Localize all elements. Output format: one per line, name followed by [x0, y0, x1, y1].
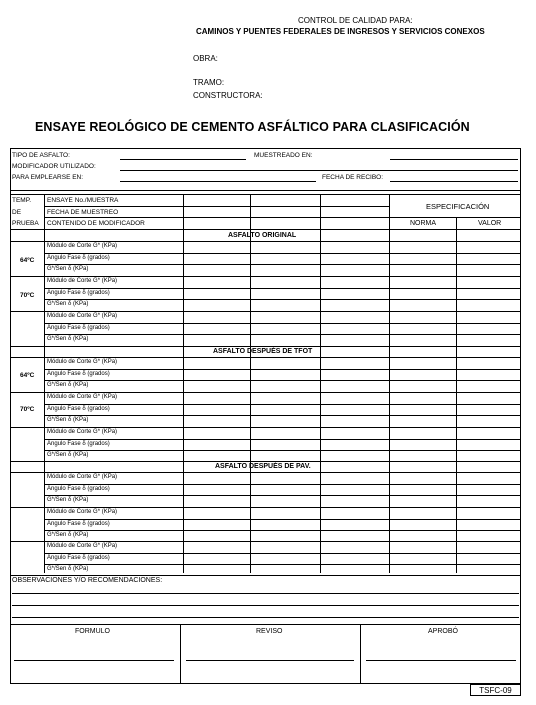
line [10, 427, 521, 428]
norma-header: NORMA [410, 220, 437, 227]
formulo-signature-line[interactable] [14, 660, 174, 661]
formulo-label: FORMULO [75, 628, 110, 635]
row-label: Módulo de Corte G* (KPa) [47, 543, 118, 549]
line [44, 404, 521, 405]
muestreado-en-label: MUESTREADO EN: [254, 152, 313, 159]
line [10, 461, 521, 462]
col-line-2 [250, 194, 251, 573]
aprobo-signature-line[interactable] [366, 660, 516, 661]
fecha-recibo-field[interactable] [390, 181, 518, 182]
row-label: Ángulo Fase δ (grados) [47, 521, 110, 527]
line [44, 450, 521, 451]
modificador-label: MODIFICADOR UTILIZADO: [12, 163, 96, 170]
line [44, 439, 521, 440]
para-emplearse-label: PARA EMPLEARSE EN: [12, 174, 84, 181]
form-code: TSFC-09 [470, 684, 521, 696]
especificacion-header: ESPECIFICACIÓN [426, 202, 490, 211]
header-line1: CONTROL DE CALIDAD PARA: [298, 16, 413, 25]
reviso-label: REVISO [256, 628, 283, 635]
row-label: Módulo de Corte G* (KPa) [47, 429, 118, 435]
sig-divider [360, 624, 361, 684]
row-label: Módulo de Corte G* (KPa) [47, 313, 118, 319]
col-line-1 [183, 194, 184, 573]
section-title-tfot: ASFALTO DESPUÉS DE TFOT [213, 348, 313, 355]
fecha-muestreo-label: FECHA DE MUESTREO [47, 209, 119, 216]
line [10, 276, 521, 277]
row-label: G*/Sen δ (KPa) [47, 417, 89, 423]
tramo-label: TRAMO: [193, 78, 225, 87]
row-label: Ángulo Fase δ (grados) [47, 290, 110, 296]
observaciones-label: OBSERVACIONES Y/O RECOMENDACIONES: [12, 577, 163, 584]
row-label: Ángulo Fase δ (grados) [47, 255, 110, 261]
col-line-4 [389, 194, 390, 573]
row-label: Módulo de Corte G* (KPa) [47, 278, 118, 284]
line [44, 323, 521, 324]
line [44, 299, 521, 300]
row-label: Ángulo Fase δ (grados) [47, 325, 110, 331]
line [44, 484, 521, 485]
row-label: G*/Sen δ (KPa) [47, 336, 89, 342]
muestreado-en-field[interactable] [390, 159, 518, 160]
line [10, 575, 521, 576]
temp-value: 70ºC [20, 406, 35, 413]
table-top [10, 194, 521, 195]
line [10, 472, 521, 473]
col-line-3 [320, 194, 321, 573]
line [44, 380, 521, 381]
ensaye-label: ENSAYE No./MUESTRA [47, 197, 119, 204]
row-label: Ángulo Fase δ (grados) [47, 486, 110, 492]
header-row-line-1 [44, 206, 389, 207]
row-label: Ángulo Fase δ (grados) [47, 555, 110, 561]
section-title-original: ASFALTO ORIGINAL [228, 232, 297, 239]
constructora-label: CONSTRUCTORA: [193, 91, 263, 100]
fecha-recibo-label: FECHA DE RECIBO: [322, 174, 384, 181]
row-label: G*/Sen δ (KPa) [47, 497, 89, 503]
contenido-modificador-label: CONTENIDO DE MODIFICADOR [47, 220, 145, 227]
prueba-label: PRUEBA [12, 220, 39, 227]
line [44, 264, 521, 265]
section-title-pav: ASFALTO DESPUÉS DE PAV. [215, 463, 311, 470]
row-label: Módulo de Corte G* (KPa) [47, 474, 118, 480]
row-label: Ángulo Fase δ (grados) [47, 371, 110, 377]
line [44, 530, 521, 531]
temp-value: 64ºC [20, 257, 35, 264]
temp-value: 70ºC [20, 292, 35, 299]
line [44, 253, 521, 254]
row-label: G*/Sen δ (KPa) [47, 382, 89, 388]
obra-label: OBRA: [193, 54, 218, 63]
line [44, 369, 521, 370]
header-line2: CAMINOS Y PUENTES FEDERALES DE INGRESOS Y SERVICIOS CONEXOS [196, 27, 485, 36]
tipo-asfalto-field[interactable] [120, 159, 246, 160]
col-line-left [44, 194, 45, 573]
row-label: G*/Sen δ (KPa) [47, 452, 89, 458]
row-label: G*/Sen δ (KPa) [47, 266, 89, 272]
line [44, 519, 521, 520]
line [44, 564, 521, 565]
reviso-signature-line[interactable] [186, 660, 354, 661]
observaciones-line[interactable] [12, 617, 519, 618]
line [10, 392, 521, 393]
row-label: Módulo de Corte G* (KPa) [47, 394, 118, 400]
observaciones-line[interactable] [12, 593, 519, 594]
page-title: ENSAYE REOLÓGICO DE CEMENTO ASFÁLTICO PARA CLASIFICACIÓN [35, 120, 470, 134]
header-row-line-2 [44, 217, 521, 218]
line [10, 357, 521, 358]
line [10, 507, 521, 508]
row-label: Módulo de Corte G* (KPa) [47, 243, 118, 249]
modificador-field[interactable] [120, 170, 518, 171]
de-label: DE [12, 209, 22, 216]
line [10, 624, 521, 625]
row-label: Módulo de Corte G* (KPa) [47, 509, 118, 515]
line [10, 346, 521, 347]
row-label: G*/Sen δ (KPa) [47, 301, 89, 307]
valor-header: VALOR [478, 220, 502, 227]
row-label: Ángulo Fase δ (grados) [47, 441, 110, 447]
divider [10, 190, 521, 191]
aprobo-label: APROBÓ [428, 628, 458, 635]
line [10, 541, 521, 542]
row-label: Ángulo Fase δ (grados) [47, 406, 110, 412]
line [10, 241, 521, 242]
row-label: G*/Sen δ (KPa) [47, 566, 89, 572]
line [44, 288, 521, 289]
line [44, 553, 521, 554]
row-label: Módulo de Corte G* (KPa) [47, 359, 118, 365]
line [44, 334, 521, 335]
header-row-line-3 [10, 229, 521, 230]
temp-label: TEMP. [12, 197, 32, 204]
para-emplearse-field[interactable] [120, 181, 316, 182]
sig-divider [180, 624, 181, 684]
line [44, 495, 521, 496]
observaciones-line[interactable] [12, 605, 519, 606]
row-label: G*/Sen δ (KPa) [47, 532, 89, 538]
line [10, 311, 521, 312]
tipo-asfalto-label: TIPO DE ASFALTO: [12, 152, 70, 159]
temp-value: 64ºC [20, 372, 35, 379]
line [44, 415, 521, 416]
